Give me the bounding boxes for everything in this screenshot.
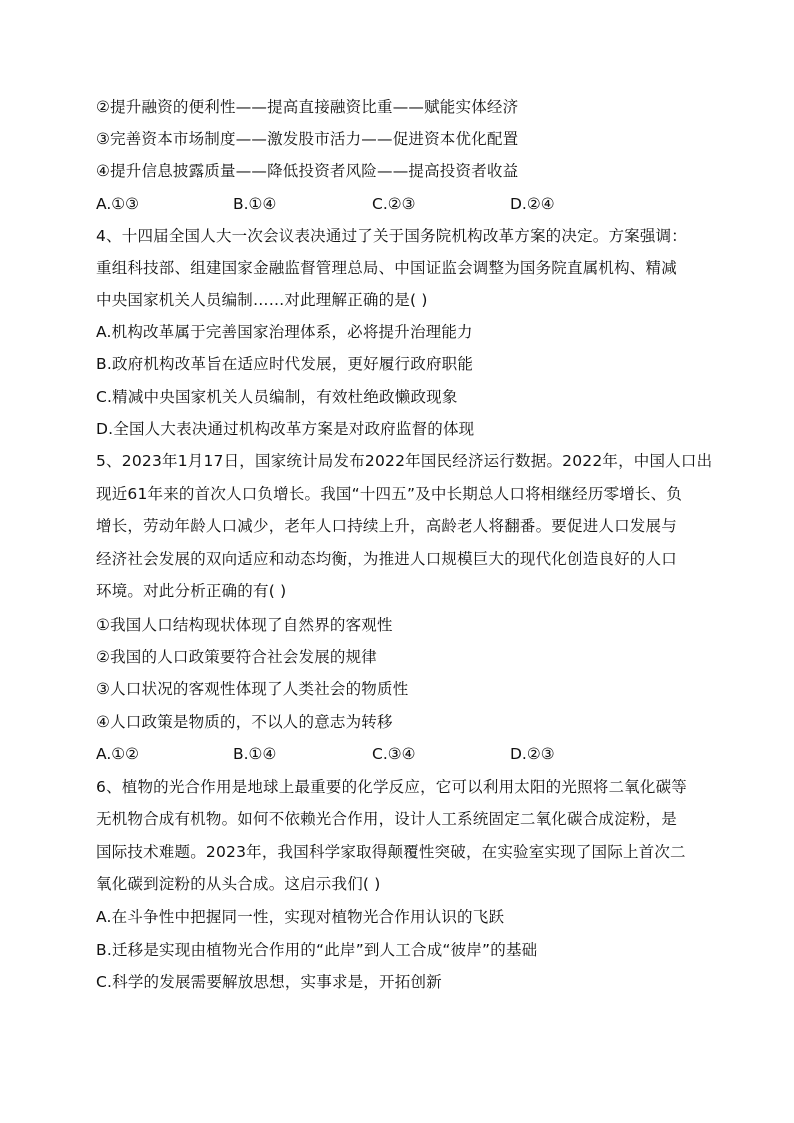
q4-stem-line: 4、十四届全国人大一次会议表决通过了关于国务院机构改革方案的决定。方案强调： — [96, 227, 687, 245]
q5-stem-line: 增长，劳动年龄人口减少，老年人口持续上升，高龄老人将翻番。要促进人口发展与 — [96, 517, 677, 535]
statement-3: ③完善资本市场制度——激发股市活力——促进资本优化配置 — [96, 130, 519, 148]
q5-statement-1: ①我国人口结构现状体现了自然界的客观性 — [96, 616, 393, 634]
option-a: A.①③ — [96, 195, 140, 213]
q5-stem-line: 5、2023年1月17日，国家统计局发布2022年国民经济运行数据。2022年，中国人口出 — [96, 452, 713, 470]
q4-stem-line: 重组科技部、组建国家金融监督管理总局、中国证监会调整为国务院直属机构、精减 — [96, 259, 677, 277]
q4-option-b: B.政府机构改革旨在适应时代发展，更好履行政府职能 — [96, 355, 474, 373]
q6-option-a: A.在斗争性中把握同一性，实现对植物光合作用认识的飞跃 — [96, 908, 505, 926]
option-c: C.②③ — [372, 195, 416, 213]
q5-statement-3: ③人口状况的客观性体现了人类社会的物质性 — [96, 680, 409, 698]
q6-stem-line: 氧化碳到淀粉的从头合成。这启示我们( ) — [96, 875, 381, 893]
q4-stem-line: 中央国家机关人员编制……对此理解正确的是( ) — [96, 291, 428, 309]
option-d: D.②④ — [510, 195, 555, 213]
q6-stem-line: 国际技术难题。2023年，我国科学家取得颠覆性突破，在实验室实现了国际上首次二 — [96, 843, 686, 861]
q6-stem-line: 无机物合成有机物。如何不依赖光合作用，设计人工系统固定二氧化碳合成淀粉，是 — [96, 810, 677, 828]
statement-4: ④提升信息披露质量——降低投资者风险——提高投资者收益 — [96, 162, 519, 180]
statement-2: ②提升融资的便利性——提高直接融资比重——赋能实体经济 — [96, 98, 519, 116]
option-b: B.①④ — [233, 195, 277, 213]
q6-option-b: B.迁移是实现由植物光合作用的“此岸”到人工合成“彼岸”的基础 — [96, 941, 538, 959]
option-a: A.①② — [96, 745, 140, 763]
q6-option-c: C.科学的发展需要解放思想，实事求是，开拓创新 — [96, 973, 442, 991]
q5-stem-line: 经济社会发展的双向适应和动态均衡，为推进人口规模巨大的现代化创造良好的人口 — [96, 550, 677, 568]
q5-stem-line: 环境。对此分析正确的有( ) — [96, 582, 287, 600]
q4-option-a: A.机构改革属于完善国家治理体系，必将提升治理能力 — [96, 323, 473, 341]
option-c: C.③④ — [372, 745, 416, 763]
q4-option-c: C.精减中央国家机关人员编制，有效杜绝政懒政现象 — [96, 388, 458, 406]
q5-statement-4: ④人口政策是物质的，不以人的意志为转移 — [96, 713, 393, 731]
option-d: D.②③ — [510, 745, 555, 763]
option-b: B.①④ — [233, 745, 277, 763]
q4-option-d: D.全国人大表决通过机构改革方案是对政府监督的体现 — [96, 420, 475, 438]
q5-stem-line: 现近61年来的首次人口负增长。我国“十四五”及中长期总人口将相继经历零增长、负 — [96, 485, 683, 503]
q5-statement-2: ②我国的人口政策要符合社会发展的规律 — [96, 648, 377, 666]
q6-stem-line: 6、植物的光合作用是地球上最重要的化学反应，它可以利用太阳的光照将二氧化碳等 — [96, 778, 687, 796]
